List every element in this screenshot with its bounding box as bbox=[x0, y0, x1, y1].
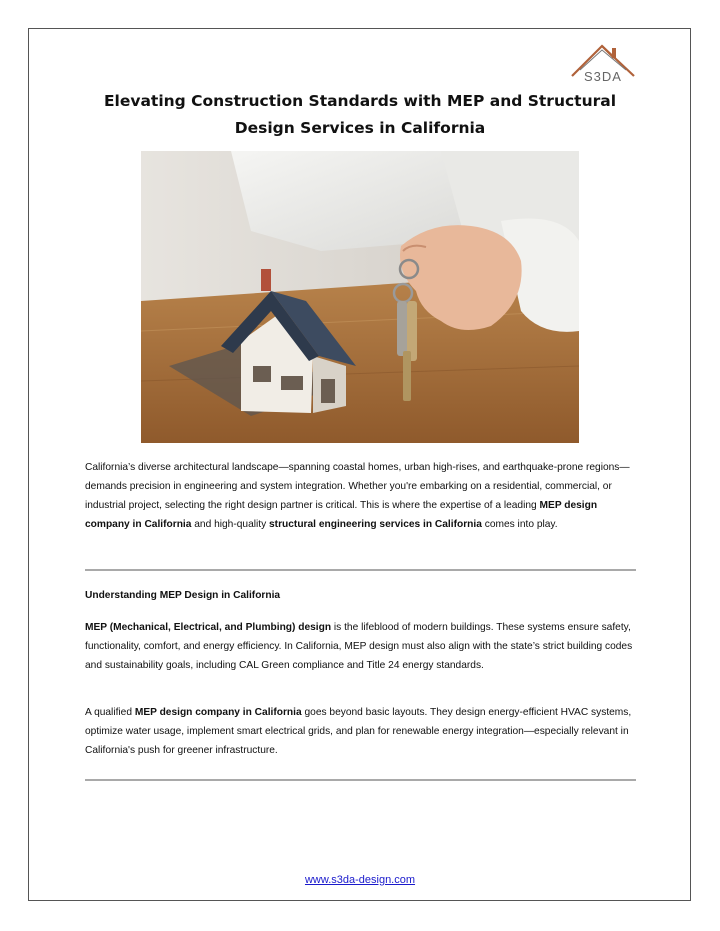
section-divider bbox=[85, 569, 636, 571]
intro-paragraph bbox=[85, 458, 637, 534]
section-divider bbox=[85, 779, 636, 781]
intro-bold-structural: structural engineering services in California bbox=[269, 519, 482, 530]
mep-bold-definition: MEP (Mechanical, Electrical, and Plumbing) design bbox=[85, 622, 332, 633]
intro-text: California’s diverse architectural landscape—spanning coastal homes, urban high-rises, and earthquake-prone regions—demands precision in engineering and system integration. Whether you're embarking on a residential, commercial, or industrial project, selecting the right design partner is critical. This is where the expertise of a leading bbox=[85, 462, 630, 511]
hero-image-house-and-keys bbox=[141, 151, 579, 443]
mep-text: A qualified bbox=[85, 707, 135, 718]
intro-text: and high-quality bbox=[191, 519, 270, 530]
mep-text: goes beyond basic layouts. They design energy-efficient HVAC systems, optimize water usage, implement smart electrical grids, and plan for renewable energy integration—especially relevant in California's push for greener infrastructure. bbox=[85, 707, 632, 756]
mep-bold-company: MEP design company in California bbox=[134, 707, 302, 718]
document-title: Elevating Construction Standards with MEP and Structural Design Services in California bbox=[103, 92, 617, 137]
section-heading: Understanding MEP Design in California bbox=[85, 590, 281, 601]
mep-text: is the lifeblood of modern buildings. These systems ensure safety, functionality, comfort, and energy efficiency. In California, MEP design must also align with the state’s strict building codes and sustainability goals, including CAL Green compliance and Title 24 energy standards. bbox=[85, 622, 633, 671]
website-link[interactable]: www.s3da-design.com bbox=[304, 874, 416, 886]
logo-text: S3DA bbox=[584, 69, 622, 84]
intro-text: comes into play. bbox=[481, 519, 558, 530]
s3da-logo bbox=[568, 40, 638, 84]
mep-paragraph-2 bbox=[85, 703, 637, 760]
intro-bold-mep: MEP design company in California bbox=[85, 500, 598, 530]
mep-paragraph-1 bbox=[85, 618, 637, 675]
